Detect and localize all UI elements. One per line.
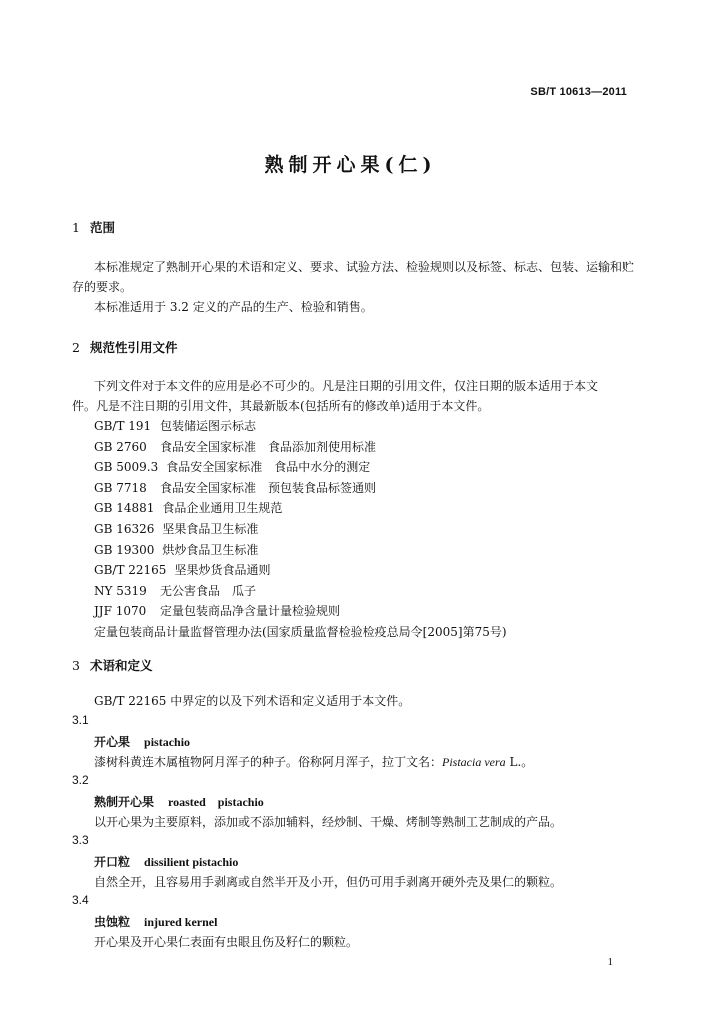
definition-text: 漆树科黄连木属植物阿月浑子的种子。俗称阿月浑子，拉丁文名： — [94, 755, 443, 769]
scope-paragraph-line1: 本标准规定了熟制开心果的术语和定义、要求、试验方法、检验规则以及标签、标志、包装、运输和贮 — [94, 260, 635, 274]
reference-name: 无公害食品 瓜子 — [160, 583, 257, 598]
term-number: 3.4 — [72, 893, 89, 907]
term-chinese: 开心果 — [94, 735, 131, 749]
document-title: 熟制开心果(仁) — [264, 154, 437, 176]
reference-item — [94, 540, 507, 561]
term-definition — [94, 753, 533, 770]
reference-item — [94, 416, 507, 437]
section-1-heading — [72, 218, 115, 236]
term-chinese: 开口粒 — [94, 855, 131, 869]
terms-intro: GB/T 22165 中界定的以及下列术语和定义适用于本文件。 — [94, 694, 411, 708]
reference-item — [94, 560, 507, 581]
reference-name: 食品安全国家标准 食品添加剂使用标准 — [160, 439, 377, 454]
reference-code: GB 19300 — [94, 542, 155, 557]
reference-item-regulation: 定量包装商品计量监督管理办法(国家质量监督检验检疫总局令[2005]第75号) — [94, 624, 507, 639]
reference-code: GB/T 191 — [94, 419, 152, 433]
term-chinese: 虫蚀粒 — [94, 915, 131, 929]
term-definition: 以开心果为主要原料，添加或不添加辅料，经炒制、干燥、烤制等熟制工艺制成的产品。 — [94, 815, 563, 829]
definition-tail: L.。 — [505, 755, 534, 769]
term-number: 3.3 — [72, 833, 89, 847]
reference-item — [94, 498, 507, 519]
term-definition: 自然全开，且容易用手剥离或自然半开及小开，但仍可用手剥离开硬外壳及果仁的颗粒。 — [94, 875, 563, 889]
reference-name: 食品企业通用卫生规范 — [162, 501, 283, 516]
page-number: 1 — [607, 956, 613, 968]
term-heading — [94, 793, 264, 810]
reference-name: 定量包装商品净含量计量检验规则 — [160, 604, 341, 619]
reference-item — [94, 478, 507, 499]
reference-name: 坚果炒货食品通则 — [174, 563, 271, 578]
reference-name: 坚果食品卫生标准 — [162, 521, 259, 536]
term-english: injured kernel — [144, 915, 218, 929]
reference-item — [94, 581, 507, 602]
section-3-heading — [72, 656, 153, 674]
reference-code: GB 16326 — [94, 521, 155, 536]
reference-code: GB 7718 — [94, 480, 147, 495]
term-heading — [94, 853, 238, 870]
reference-code: GB 14881 — [94, 501, 155, 516]
references-intro-line1: 下列文件对于本文件的应用是必不可少的。凡是注日期的引用文件，仅注日期的版本适用于本文 — [94, 379, 599, 393]
term-english: dissilient pistachio — [144, 855, 239, 869]
scope-applicability: 本标准适用于 3.2 定义的产品的生产、检验和销售。 — [94, 300, 373, 314]
reference-list — [94, 416, 507, 643]
reference-name: 食品安全国家标准 食品中水分的测定 — [166, 460, 371, 475]
term-english: roasted pistachio — [168, 795, 264, 809]
term-chinese: 熟制开心果 — [94, 795, 155, 809]
reference-item — [94, 437, 507, 458]
section-number: 1 — [72, 220, 80, 235]
references-intro-line2: 件。凡是不注日期的引用文件，其最新版本(包括所有的修改单)适用于本文件。 — [72, 399, 490, 413]
term-heading — [94, 733, 190, 750]
reference-name: 烘炒食品卫生标准 — [162, 542, 259, 557]
section-title: 规范性引用文件 — [90, 340, 178, 355]
term-number: 3.2 — [72, 773, 89, 787]
term-english: pistachio — [144, 735, 191, 749]
reference-code: GB 2760 — [94, 439, 147, 454]
reference-code: NY 5319 — [94, 583, 147, 598]
standard-code: SB/T 10613—2011 — [530, 86, 627, 98]
reference-name: 包装储运图示标志 — [160, 419, 257, 433]
reference-item — [94, 519, 507, 540]
term-heading — [94, 913, 217, 930]
section-title: 术语和定义 — [90, 658, 153, 673]
term-number: 3.1 — [72, 713, 89, 727]
section-number: 2 — [72, 340, 80, 355]
reference-item — [94, 457, 507, 478]
reference-code: GB 5009.3 — [94, 460, 159, 475]
section-number: 3 — [72, 658, 80, 673]
reference-code: GB/T 22165 — [94, 563, 167, 578]
section-2-heading — [72, 338, 178, 356]
latin-name: Pistacia vera — [442, 755, 506, 769]
reference-name: 食品安全国家标准 预包装食品标签通则 — [160, 480, 377, 495]
reference-code: JJF 1070 — [94, 604, 147, 619]
scope-paragraph-line2: 存的要求。 — [72, 280, 133, 294]
term-definition: 开心果及开心果仁表面有虫眼且伤及籽仁的颗粒。 — [94, 935, 359, 949]
section-title: 范围 — [90, 220, 116, 235]
reference-item — [94, 601, 507, 622]
